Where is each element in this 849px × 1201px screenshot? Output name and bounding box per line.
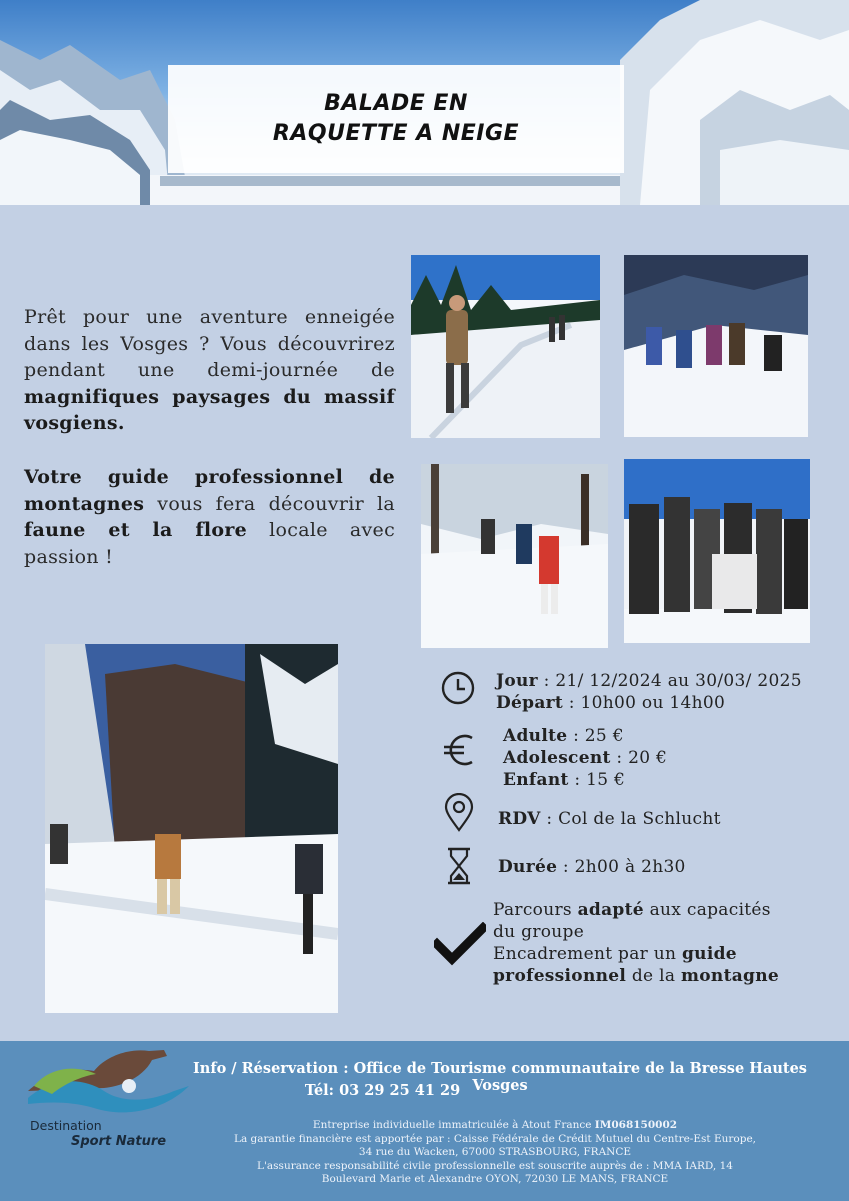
photo-snowshoe-trail: [45, 644, 338, 1013]
child-price: : 15 €: [568, 770, 626, 790]
feature-4b: de la: [626, 966, 681, 986]
photo-group-on-slope: [624, 255, 808, 437]
feature-line-3: [493, 943, 779, 965]
teen-price: : 20 €: [610, 748, 668, 768]
legal-line-1: [190, 1119, 800, 1133]
legal-line-5: Boulevard Marie et Alexandre OYON, 72030 LE MANS, FRANCE: [321, 1173, 669, 1185]
feature-1a: Parcours: [493, 900, 578, 920]
feature-3b: guide: [682, 944, 737, 964]
depart-label: Départ: [496, 693, 564, 713]
title-line-2: RAQUETTE A NEIGE: [272, 121, 520, 146]
euro-icon: [440, 730, 480, 770]
legal-line-1a: Entreprise individuelle immatriculée à Atout France: [312, 1119, 595, 1131]
depart-line: [496, 692, 725, 714]
rdv-value: : Col de la Schlucht: [540, 809, 721, 829]
logo-text-destination: Destination: [30, 1118, 102, 1133]
footer-info-line: Info / Réservation : Office de Tourisme communautaire de la Bresse Hautes Vosges: [193, 1060, 807, 1094]
feature-4a: professionnel: [493, 966, 627, 986]
footer-phone: Tél: 03 29 25 41 29: [304, 1082, 461, 1099]
title-line-1: BALADE EN: [324, 91, 468, 116]
feature-1b: adapté: [577, 900, 644, 920]
intro-paragraph-2: [24, 464, 395, 570]
feature-line-2: du groupe: [493, 922, 585, 942]
feature-3a: Encadrement par un: [493, 944, 682, 964]
photo-snowshoe-hiker: [411, 255, 600, 438]
rdv-label: RDV: [498, 809, 541, 829]
date-label: Jour: [496, 671, 538, 691]
intro-p2-text-1: vous fera découvrir la: [144, 492, 395, 515]
intro-paragraph-1: [24, 304, 395, 437]
legal-line-3: 34 rue du Wacken, 67000 STRASBOURG, FRANCE: [358, 1146, 632, 1158]
photo-hikers-in-forest: [421, 464, 608, 648]
adult-price-line: [503, 725, 624, 747]
intro-p2-bold-1: Votre guide professionnel de montagnes: [24, 466, 395, 515]
legal-line-2: La garantie financière est apportée par : Caisse Fédérale de Crédit Mutuel du Centre-Est Europe,: [233, 1132, 757, 1145]
photo-group-portrait: [624, 459, 810, 643]
teen-price-line: [503, 747, 667, 769]
adult-price: : 25 €: [567, 726, 624, 746]
legal-line-4: L'assurance responsabilité civile professionnelle est souscrite auprès de : MMA IARD, 14: [257, 1159, 733, 1172]
intro-p2-bold-2: faune et la flore: [24, 519, 248, 541]
location-pin-icon: [440, 793, 480, 833]
duration-label: Durée: [498, 857, 558, 877]
adult-label: Adulte: [503, 726, 568, 746]
feature-1c: aux capacités: [643, 900, 771, 920]
duration-line: [498, 856, 686, 878]
depart-value: : 10h00 ou 14h00: [563, 693, 726, 713]
footer-legal-text: [190, 1119, 800, 1187]
duration-value: : 2h00 à 2h30: [557, 857, 686, 877]
feature-4c: montagne: [680, 966, 780, 986]
rdv-line: [498, 808, 721, 830]
features-block: [493, 899, 779, 987]
hourglass-icon: [440, 846, 480, 886]
intro-p1-text: Prêt pour une aventure enneigée dans les Vosges ? Vous découvrirez pendant une demi-journée de: [24, 306, 395, 381]
child-price-line: [503, 769, 625, 791]
date-line: [496, 670, 802, 692]
intro-p1-bold: magnifiques paysages du massif vosgiens.: [24, 385, 395, 434]
teen-label: Adolescent: [503, 748, 611, 768]
feature-line-1: [493, 899, 779, 921]
child-label: Enfant: [503, 770, 569, 790]
title-box: [168, 65, 624, 173]
date-value: : 21/ 12/2024 au 30/03/ 2025: [537, 671, 802, 691]
check-icon: [434, 922, 486, 966]
clock-icon: [440, 669, 480, 709]
intro-p2-text-2: locale avec passion !: [24, 519, 396, 568]
feature-line-4: [493, 965, 779, 987]
legal-registration-number: IM068150002: [594, 1119, 678, 1131]
logo-text-sport-nature: Sport Nature: [71, 1134, 167, 1149]
